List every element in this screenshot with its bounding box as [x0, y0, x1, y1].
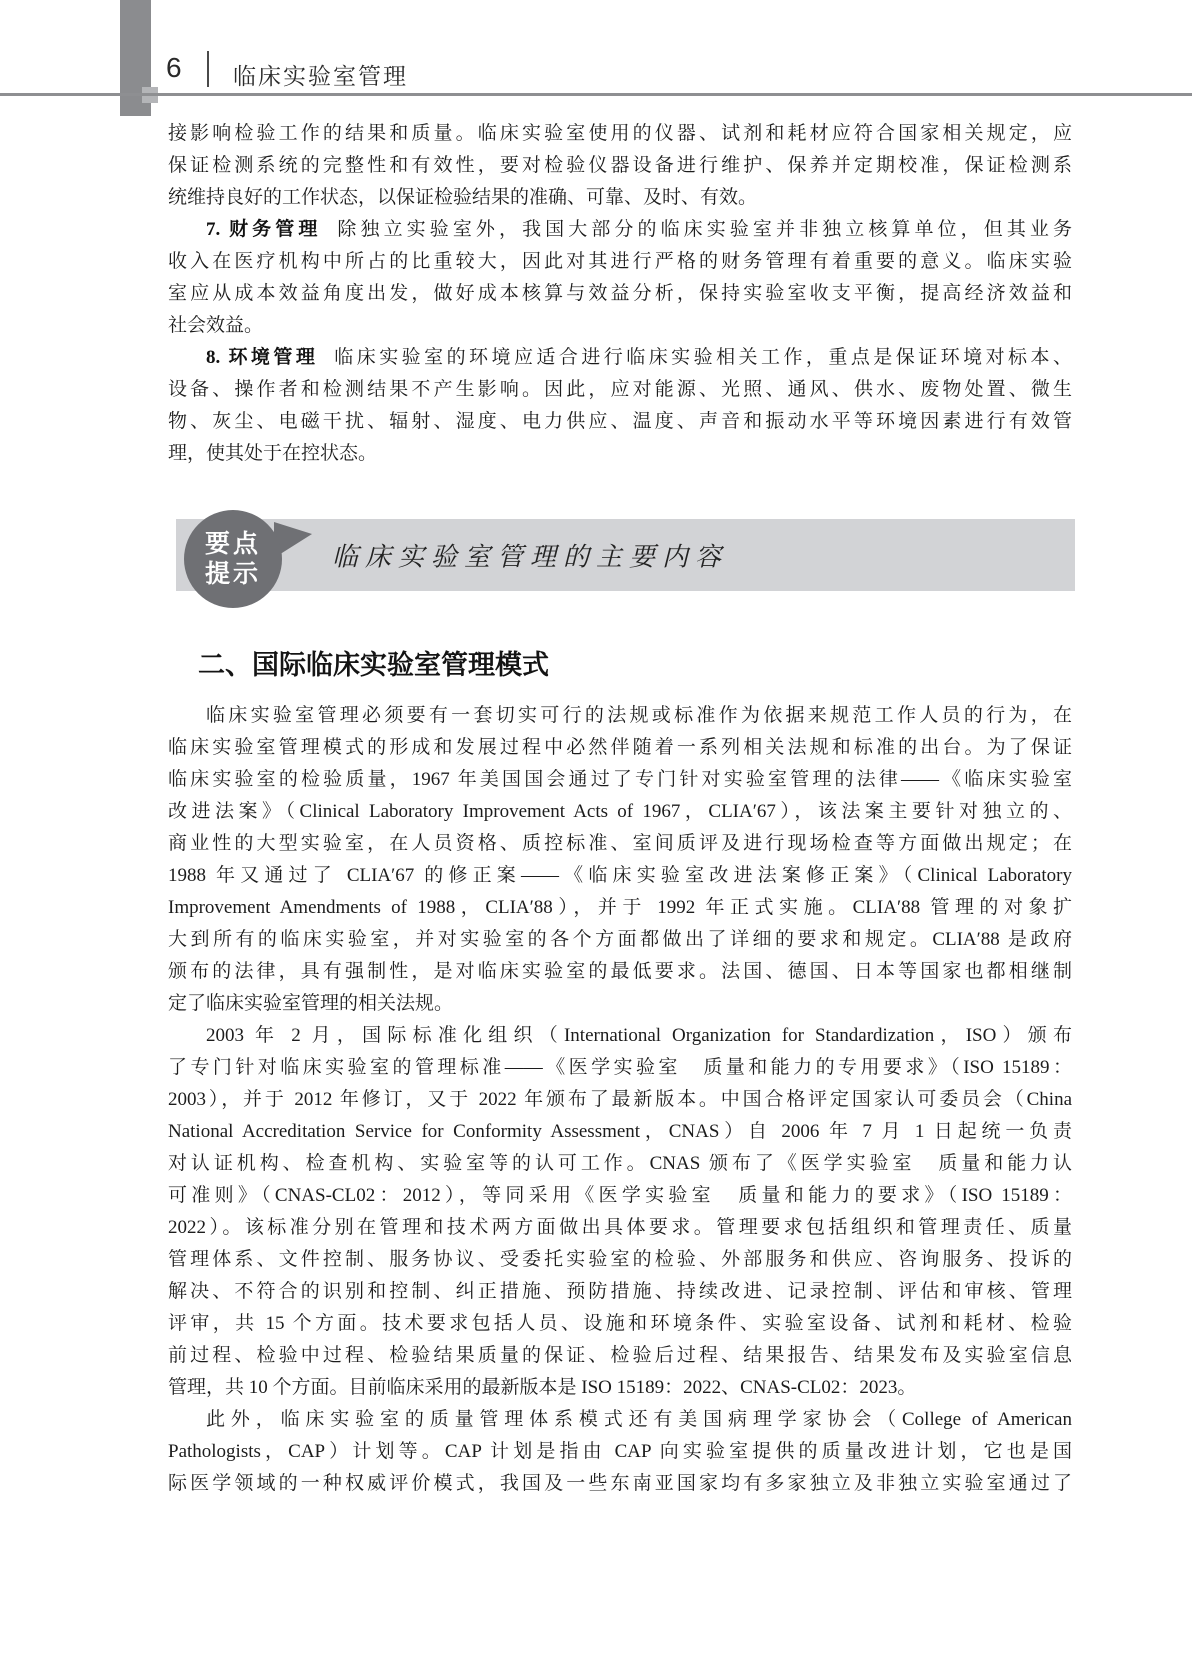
- text-line: 管理体系、文件控制、服务协议、受委托实验室的检验、外部服务和供应、咨询服务、投诉的: [168, 1249, 1072, 1270]
- text-line: 颁布的法律，具有强制性，是对临床实验室的最低要求。法国、德国、日本等国家也都相继制: [168, 961, 1072, 982]
- text-line: 此外，临床实验室的质量管理体系模式还有美国病理学家协会（College of American: [206, 1409, 1072, 1430]
- text-line: 保证检测系统的完整性和有效性，要对检验仪器设备进行维护、保养并定期校准，保证检测系: [168, 155, 1072, 176]
- paragraph-finance-management: [168, 214, 1072, 342]
- section-heading: 二、国际临床实验室管理模式: [198, 650, 549, 680]
- text-line: 2022）。该标准分别在管理和技术两方面做出具体要求。管理要求包括组织和管理责任、质量: [168, 1217, 1072, 1238]
- text-line: 理，使其处于在控状态。: [168, 443, 378, 464]
- text-line: 前过程、检验中过程、检验结果质量的保证、检验后过程、结果报告、结果发布及实验室信息: [168, 1345, 1072, 1366]
- text-line: 1988 年又通过了 CLIA′67 的修正案——《临床实验室改进法案修正案》（Clinical Laboratory: [168, 865, 1072, 886]
- keypoints-label-top: 要点: [204, 530, 261, 558]
- keypoints-callout: [176, 519, 1075, 591]
- text-line: [168, 214, 1072, 246]
- running-title: 临床实验室管理: [233, 63, 408, 89]
- text-line: 临床实验室管理必须要有一套切实可行的法规或标准作为依据来规范工作人员的行为，在: [206, 705, 1072, 726]
- environment-heading-lead: 8. 环境管理: [206, 347, 319, 368]
- text-line: Improvement Amendments of 1988，CLIA′88），并于 1992 年正式实施。CLIA′88 管理的对象扩: [168, 897, 1072, 918]
- paragraph-iso-cnas: [168, 1020, 1072, 1404]
- header-rule: [0, 93, 1192, 96]
- text-line: 统维持良好的工作状态，以保证检验结果的准确、可靠、及时、有效。: [168, 187, 758, 208]
- text-line: 了专门针对临床实验室的管理标准——《医学实验室 质量和能力的专用要求》（ISO 15189：: [168, 1057, 1072, 1078]
- text-line: National Accreditation Service for Conformity Assessment，CNAS）自 2006 年 7 月 1 日起统一负责: [168, 1121, 1072, 1142]
- text-line: 定了临床实验室管理的相关法规。: [168, 993, 454, 1014]
- text-line: 收入在医疗机构中所占的比重较大，因此对其进行严格的财务管理有着重要的意义。临床实验: [168, 251, 1072, 272]
- text-line: 对认证机构、检查机构、实验室等的认可工作。CNAS 颁布了《医学实验室 质量和能力认: [168, 1153, 1072, 1174]
- text-line: 临床实验室的检验质量，1967 年美国国会通过了专门针对实验室管理的法律——《临床实验室: [168, 769, 1072, 790]
- text-line: 评审，共 15 个方面。技术要求包括人员、设施和环境条件、实验室设备、试剂和耗材、检验: [168, 1313, 1072, 1334]
- text-line: 大到所有的临床实验室，并对实验室的各个方面都做出了详细的要求和规定。CLIA′88 是政府: [168, 929, 1072, 950]
- keypoints-badge: [184, 510, 282, 608]
- page-number: 6: [166, 52, 182, 83]
- text-line: 际医学领域的一种权威评价模式，我国及一些东南亚国家均有多家独立及非独立实验室通过了: [168, 1473, 1072, 1494]
- text-line: 接影响检验工作的结果和质量。临床实验室使用的仪器、试剂和耗材应符合国家相关规定，应: [168, 123, 1072, 144]
- text-line: 设备、操作者和检测结果不产生影响。因此，应对能源、光照、通风、供水、废物处置、微生: [168, 379, 1072, 400]
- text-line: 2003），并于 2012 年修订，又于 2022 年颁布了最新版本。中国合格评定国家认可委员会（China: [168, 1089, 1072, 1110]
- text-run: 除独立实验室外，我国大部分的临床实验室并非独立核算单位，但其业务: [337, 219, 1072, 240]
- text-line: 室应从成本效益角度出发，做好成本核算与效益分析，保持实验室收支平衡，提高经济效益和: [168, 283, 1072, 304]
- paragraph-continuation: [168, 118, 1072, 214]
- keypoints-label-bottom: 提示: [204, 560, 261, 588]
- text-line: 可准则》（CNAS-CL02：2012），等同采用《医学实验室 质量和能力的要求》（ISO 15189：: [168, 1185, 1072, 1206]
- paragraph-regulations: [168, 700, 1072, 1020]
- text-run: 临床实验室的环境应适合进行临床实验相关工作，重点是保证环境对标本、: [334, 347, 1072, 368]
- text-line: 管理，共 10 个方面。目前临床采用的最新版本是 ISO 15189：2022、CNAS-CL02：2023。: [168, 1377, 917, 1398]
- text-line: Pathologists，CAP）计划等。CAP 计划是指由 CAP 向实验室提供的质量改进计划，它也是国: [168, 1441, 1072, 1462]
- header-divider-line: [207, 51, 209, 87]
- finance-heading-lead: 7. 财务管理: [206, 219, 322, 240]
- keypoints-text: 临床实验室管理的主要内容: [332, 542, 729, 572]
- text-line: 商业性的大型实验室，在人员资格、质控标准、室间质评及进行现场检查等方面做出规定；在: [168, 833, 1072, 854]
- paragraph-environment-management: [168, 342, 1072, 470]
- text-line: [168, 342, 1072, 374]
- text-line: 2003 年 2 月，国际标准化组织（International Organization for Standardization，ISO）颁布: [206, 1025, 1072, 1046]
- text-line: 临床实验室管理模式的形成和发展过程中必然伴随着一系列相关法规和标准的出台。为了保证: [168, 737, 1072, 758]
- paragraph-cap: [168, 1404, 1072, 1500]
- text-line: 物、灰尘、电磁干扰、辐射、湿度、电力供应、温度、声音和振动水平等环境因素进行有效管: [168, 411, 1072, 432]
- text-line: 社会效益。: [168, 315, 264, 336]
- text-line: 解决、不符合的识别和控制、纠正措施、预防措施、持续改进、记录控制、评估和审核、管理: [168, 1281, 1072, 1302]
- text-line: 改进法案》（Clinical Laboratory Improvement Acts of 1967，CLIA′67），该法案主要针对独立的、: [168, 801, 1072, 822]
